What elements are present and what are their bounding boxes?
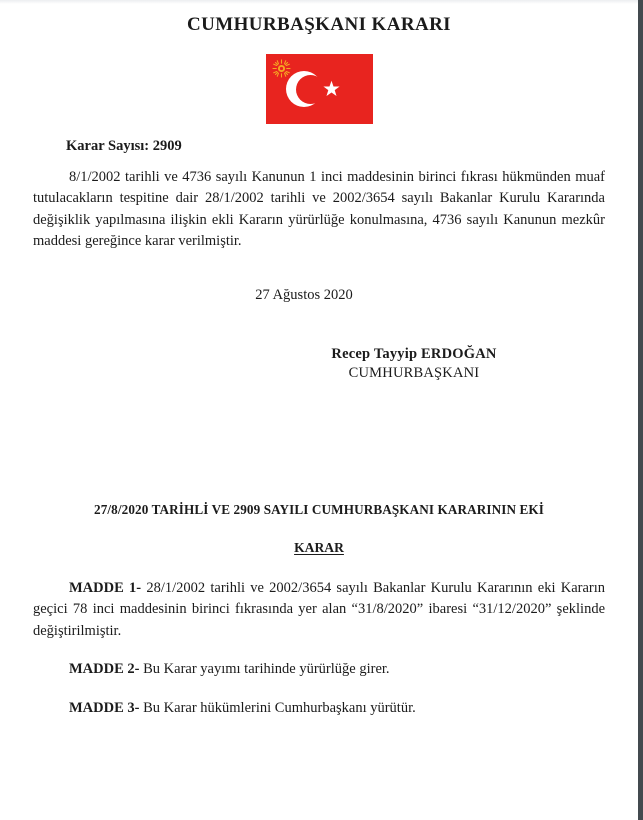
annex-subtitle	[0, 540, 638, 556]
article-2-label: MADDE 2-	[69, 661, 140, 678]
signatory-role: CUMHURBAŞKANI	[348, 364, 480, 381]
article-3	[33, 698, 605, 719]
annex-title: 27/8/2020 TARİHLİ VE 2909 SAYILI CUMHURBAŞKANI KARARININ EKİ	[94, 501, 544, 517]
crescent-inner-disc	[296, 75, 325, 104]
signature-block	[0, 346, 638, 382]
decision-number: Karar Sayısı: 2909	[66, 138, 182, 154]
article-1-label: MADDE 1-	[69, 579, 142, 596]
sun-burst-icon	[272, 59, 291, 78]
article-3-text: Bu Karar hükümlerini Cumhurbaşkanı yürütür.	[139, 699, 416, 716]
article-2-text: Bu Karar yayımı tarihinde yürürlüğe girer.	[139, 661, 390, 678]
article-3-label: MADDE 3-	[69, 699, 140, 716]
page-title: CUMHURBAŞKANI KARARI	[187, 14, 451, 35]
article-1	[33, 578, 605, 642]
five-pointed-star-icon	[323, 80, 340, 97]
decision-body-paragraph: 8/1/2002 tarihli ve 4736 sayılı Kanunun 1 inci maddesinin birinci fıkrası hükmünden muaf tutulacakların tespitine dair 28/1/2002 tarihli ve 2002/3654 sayılı Bakanlar Kurulu Kararında değişiklik yapılmasına ilişkin ekli Kararın yürürlüğe konulmasına, 4736 sayılı Kanunun mezkûr maddesi gereğince karar verilmiştir.	[33, 169, 605, 250]
article-1-text: 28/1/2002 tarihli ve 2002/3654 sayılı Bakanlar Kurulu Kararının eki Kararın geçici 78 inci maddesinin birinci fıkrasında yer alan “31/8/2020” ibaresi “31/12/2020” şeklinde değiştirilmiştir.	[33, 579, 605, 639]
annex-subtitle-text: KARAR	[294, 539, 344, 555]
article-2	[33, 659, 605, 680]
annex-section	[0, 502, 638, 719]
turkish-flag-icon	[266, 54, 373, 124]
signatory-name: Recep Tayyip ERDOĞAN	[331, 345, 497, 362]
decision-date: 27 Ağustos 2020	[255, 286, 353, 303]
emblem-container	[0, 54, 638, 124]
